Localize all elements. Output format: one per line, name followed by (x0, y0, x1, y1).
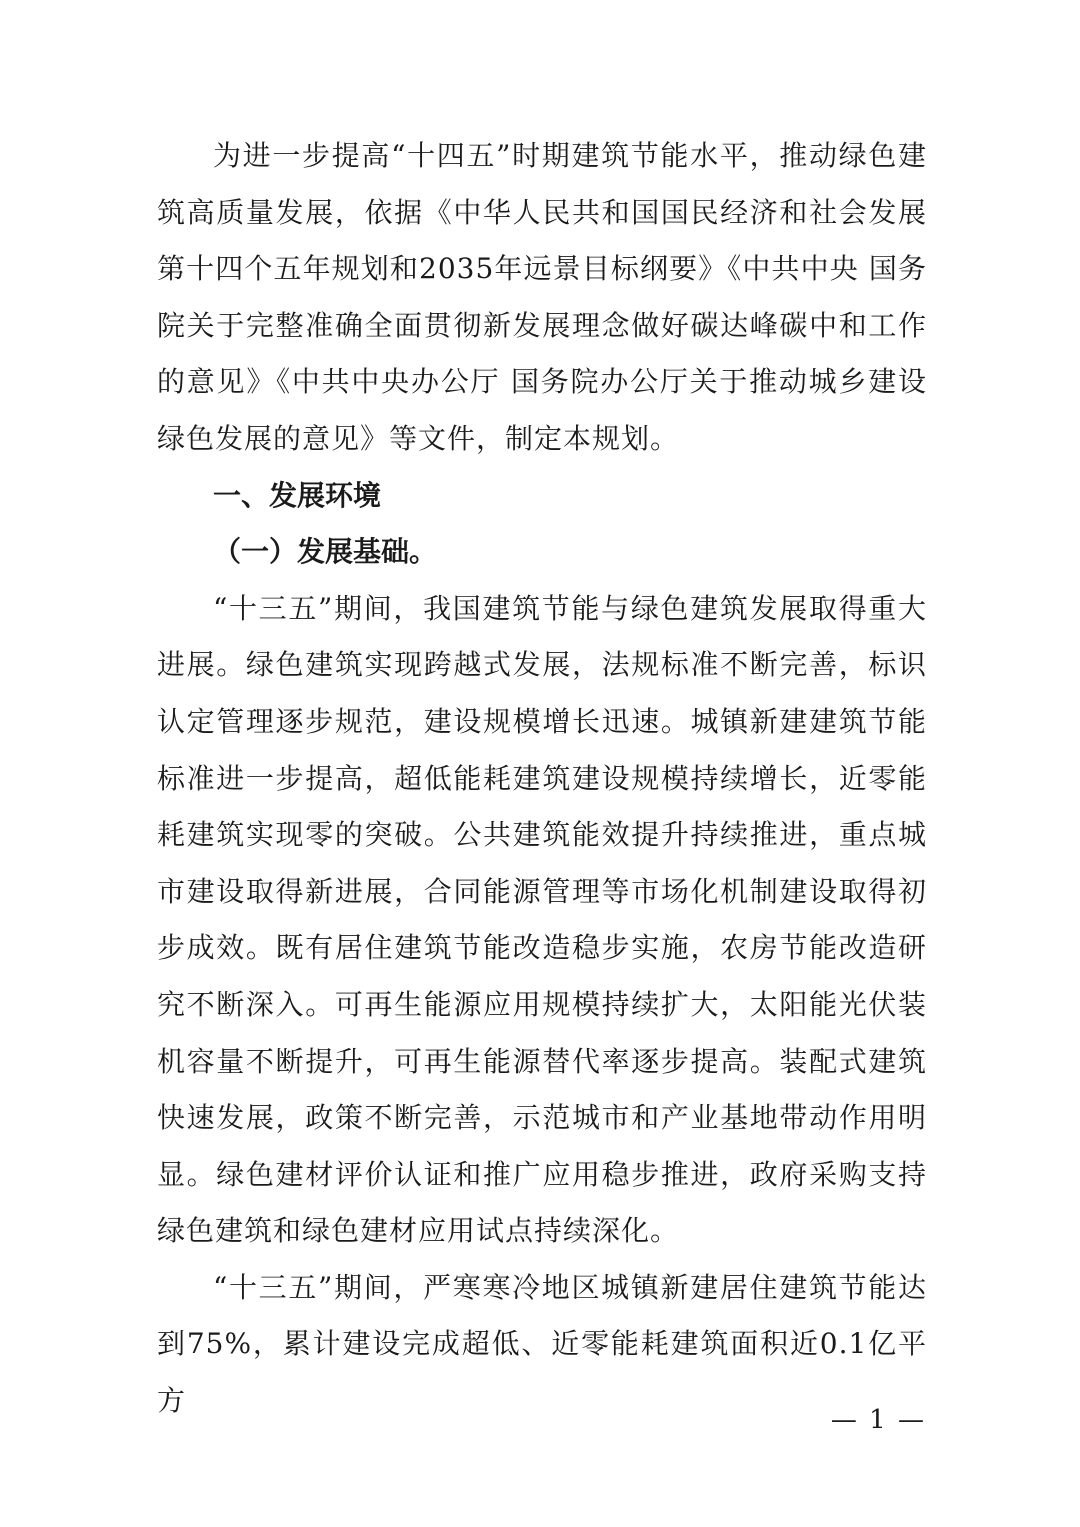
page-number: — 1 — (830, 1405, 926, 1435)
section-heading: 一、发展环境 (213, 478, 382, 512)
subsection-heading: （一）发展基础。 (213, 535, 438, 569)
body-paragraph: “十三五”期间，我国建筑节能与绿色建筑发展取得重大进展。绿色建筑实现跨越式发展，法规标准不断完善，标识认定管理逐步规范，建设规模增长迅速。城镇新建建筑节能标准进一步提高，超低能耗建筑建设规模持续增长，近零能耗建筑实现零的突破。公共建筑能效提升持续推进，重点城市建设取得新进展，合同能源管理等市场化机制建设取得初步成效。既有居住建筑节能改造稳步实施，农房节能改造研究不断深入。可再生能源应用规模持续扩大，太阳能光伏装机容量不断提升，可再生能源替代率逐步提高。装配式建筑快速发展，政策不断完善，示范城市和产业基地带动作用明显。绿色建材评价认证和推广应用稳步推进，政府采购支持绿色建筑和绿色建材应用试点持续深化。 (157, 591, 927, 1248)
body-paragraph: “十三五”期间，严寒寒冷地区城镇新建居住建筑节能达到75%，累计建设完成超低、近零能耗建筑面积近0.1亿平方 (157, 1270, 927, 1418)
document-body (157, 128, 927, 1430)
intro-paragraph: 为进一步提高“十四五”时期建筑节能水平，推动绿色建筑高质量发展，依据《中华人民共和国国民经济和社会发展第十四个五年规划和2035年远景目标纲要》《中共中央 国务院关于完整准确全面贯彻新发展理念做好碳达峰碳中和工作的意见》《中共中央办公厅 国务院办公厅关于推动城乡建设绿色发展的意见》等文件，制定本规划。 (157, 139, 927, 455)
